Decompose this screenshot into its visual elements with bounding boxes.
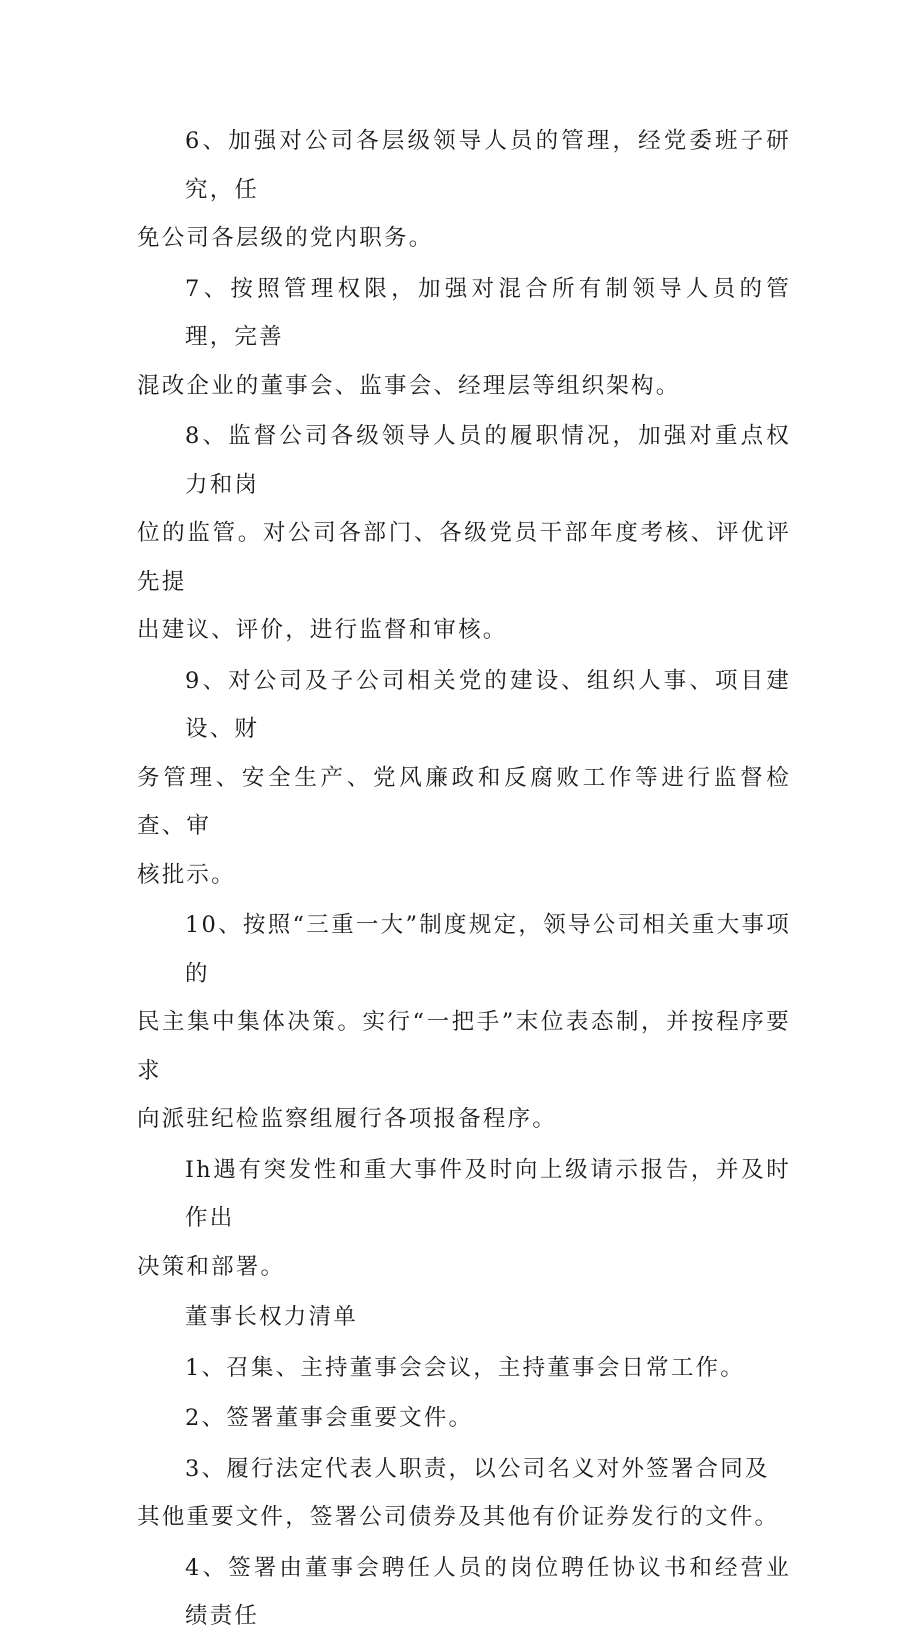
paragraph-chairman-4 [137,1544,791,1641]
text-line: 免公司各层级的党内职务。 [137,225,434,251]
text-line: 7、按照管理权限，加强对混合所有制领导人员的管理，完善 [185,275,791,350]
text-line: 10、按照“三重一大”制度规定，领导公司相关重大事项的 [185,912,791,987]
heading-text: 董事长权力清单 [185,1304,358,1330]
text-line: 9、对公司及子公司相关党的建设、组织人事、项目建设、财 [185,667,791,742]
text-line: 决策和部署。 [137,1253,286,1280]
paragraph-item-7 [137,265,791,411]
text-line: 民主集中集体决策。实行“一把手”末位表态制，并按程序要求 [137,1009,791,1084]
text-line: 1、召集、主持董事会会议，主持董事会日常工作。 [185,1354,745,1381]
text-line: 2、签署董事会重要文件。 [185,1405,474,1431]
paragraph-item-10 [137,901,791,1144]
text-line: 8、监督公司各级领导人员的履职情况，加强对重点权力和岗 [185,423,791,498]
paragraph-item-6 [137,117,791,263]
paragraph-item-9 [137,657,791,900]
text-line: 出建议、评价，进行监督和审核。 [137,617,508,643]
text-line: 核批示。 [137,861,236,888]
paragraph-chairman-3 [137,1445,791,1542]
text-line: 6、加强对公司各层级领导人员的管理，经党委班子研究，任 [185,128,791,203]
text-line: 位的监管。对公司各部门、各级党员干部年度考核、评优评先提 [137,520,791,595]
paragraph-chairman-1 [137,1344,791,1393]
text-line: 务管理、安全生产、党风廉政和反腐败工作等进行监督检查、审 [137,764,791,839]
section-heading [137,1293,791,1342]
text-line: Ih遇有突发性和重大事件及时向上级请示报告，并及时作出 [185,1156,791,1231]
text-line: 向派驻纪检监察组履行各项报备程序。 [137,1106,557,1132]
document-body [137,117,791,1643]
text-line: 其他重要文件，签署公司债券及其他有价证券发行的文件。 [137,1504,780,1530]
text-line: 混改企业的董事会、监事会、经理层等组织架构。 [137,372,681,399]
paragraph-item-8 [137,412,791,655]
text-line: 3、履行法定代表人职责，以公司名义对外签署合同及 [185,1455,770,1482]
paragraph-item-11 [137,1146,791,1292]
paragraph-chairman-2 [137,1394,791,1443]
text-line: 4、签署由董事会聘任人员的岗位聘任协议书和经营业绩责任 [185,1554,791,1629]
